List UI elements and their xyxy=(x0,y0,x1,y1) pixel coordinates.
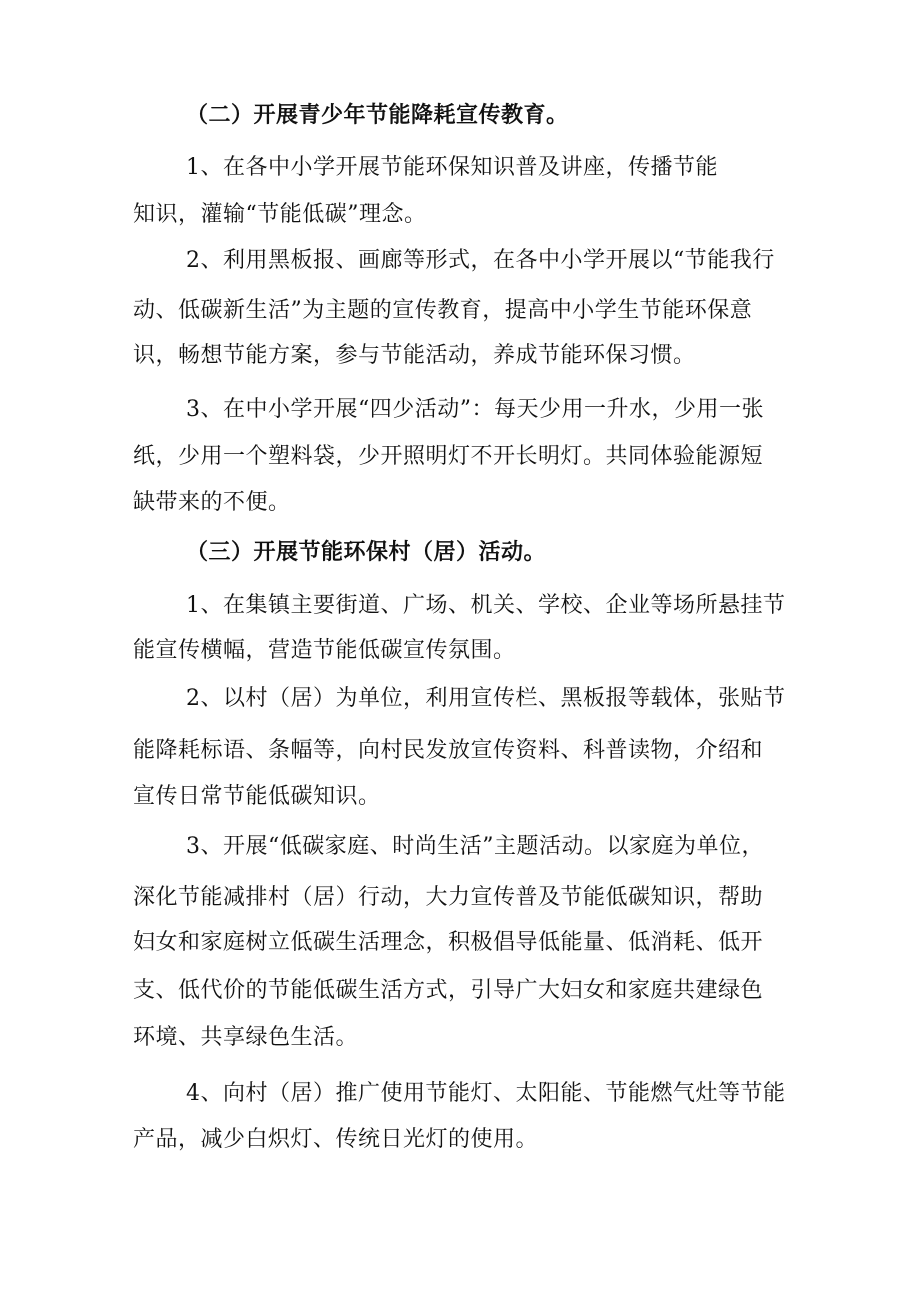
paragraph-line: 动、低碳新生活”为主题的宣传教育，提高中小学生节能环保意 xyxy=(133,298,753,323)
paragraph-line: 能降耗标语、条幅等，向村民发放宣传资料、科普读物，介绍和 xyxy=(133,738,764,763)
paragraph-line: 深化节能减排村（居）行动，大力宣传普及节能低碳知识，帮助 xyxy=(133,885,764,910)
paragraph-line: 1、在集镇主要街道、广场、机关、学校、企业等场所悬挂节 xyxy=(186,593,786,618)
paragraph-line: 宣传日常节能低碳知识。 xyxy=(133,784,381,809)
paragraph-line: 环境、共享绿色生活。 xyxy=(133,1025,359,1050)
paragraph-line: 识，畅想节能方案，参与节能活动，养成节能环保习惯。 xyxy=(133,343,696,368)
section-heading: （三）开展节能环保村（居）活动。 xyxy=(186,539,547,565)
paragraph-line: 2、利用黑板报、画廊等形式，在各中小学开展以“节能我行 xyxy=(186,248,775,273)
paragraph-line: 妇女和家庭树立低碳生活理念，积极倡导低能量、低消耗、低开 xyxy=(133,930,764,955)
paragraph-line: 缺带来的不便。 xyxy=(133,490,291,515)
paragraph-line: 产品，减少白炽灯、传统日光灯的使用。 xyxy=(133,1127,539,1152)
section-heading: （二）开展青少年节能降耗宣传教育。 xyxy=(186,102,569,128)
paragraph-line: 2、以村（居）为单位，利用宣传栏、黑板报等载体，张贴节 xyxy=(186,686,786,711)
paragraph-line: 纸，少用一个塑料袋，少开照明灯不开长明灯。共同体验能源短 xyxy=(133,444,764,469)
paragraph-line: 4、向村（居）推广使用节能灯、太阳能、节能燃气灶等节能 xyxy=(186,1081,786,1106)
paragraph-line: 3、开展“低碳家庭、时尚生活”主题活动。以家庭为单位， xyxy=(186,834,764,859)
paragraph-line: 3、在中小学开展“四少活动”：每天少用一升水，少用一张 xyxy=(186,397,764,422)
paragraph-line: 1、在各中小学开展节能环保知识普及讲座，传播节能 xyxy=(186,155,718,180)
paragraph-line: 能宣传横幅，营造节能低碳宣传氛围。 xyxy=(133,638,516,663)
paragraph-line: 支、低代价的节能低碳生活方式，引导广大妇女和家庭共建绿色 xyxy=(133,978,764,1003)
paragraph-line: 知识，灌输“节能低碳”理念。 xyxy=(133,202,427,227)
